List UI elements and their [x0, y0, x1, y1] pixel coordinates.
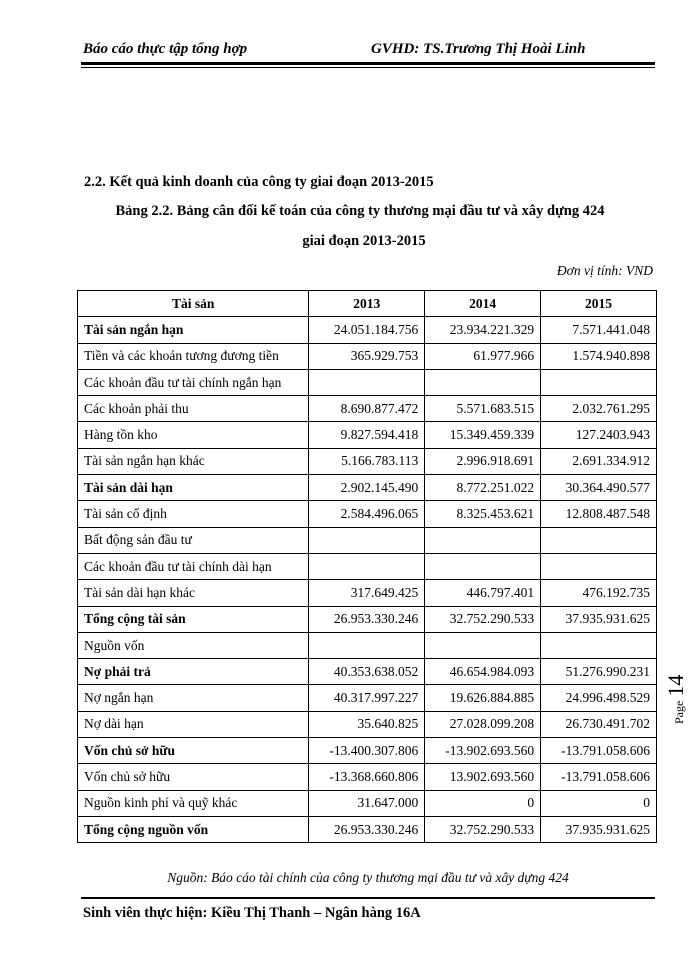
row-value-2015: 2.032.761.295	[541, 396, 657, 422]
row-value-2014: 46.654.984.093	[425, 659, 541, 685]
row-value-2015: 2.691.334.912	[541, 448, 657, 474]
row-value-2014: 446.797.401	[425, 580, 541, 606]
row-value-2013: 9.827.594.418	[309, 422, 425, 448]
row-label-cell: Tài sản dài hạn	[78, 475, 309, 501]
row-label-cell: Các khoản đầu tư tài chính ngắn hạn	[78, 369, 309, 395]
row-value-2013: 40.353.638.052	[309, 659, 425, 685]
row-value-2013	[309, 553, 425, 579]
section-heading: 2.2. Kết quả kinh doanh của công ty giai đoạn 2013-2015	[84, 174, 434, 190]
row-value-2013: 26.953.330.246	[309, 606, 425, 632]
row-value-2013: 365.929.753	[309, 343, 425, 369]
row-label-cell: Các khoản đầu tư tài chính dài hạn	[78, 553, 309, 579]
row-label-cell: Nguồn kinh phí và quỹ khác	[78, 790, 309, 816]
row-label-cell: Tổng cộng tài sản	[78, 606, 309, 632]
table-row	[78, 711, 657, 737]
row-label-cell: Tổng cộng nguồn vốn	[78, 816, 309, 842]
table-row	[78, 659, 657, 685]
row-value-2014: 5.571.683.515	[425, 396, 541, 422]
row-value-2015: 0	[541, 790, 657, 816]
row-value-2015: 476.192.735	[541, 580, 657, 606]
header-2013: 2013	[309, 291, 425, 317]
row-label-cell: Tiền và các khoản tương đương tiền	[78, 343, 309, 369]
row-label-cell: Nợ phải trả	[78, 659, 309, 685]
row-value-2015: -13.791.058.606	[541, 764, 657, 790]
row-value-2014: 19.626.884.885	[425, 685, 541, 711]
footer-rule	[81, 897, 655, 899]
row-value-2015: 37.935.931.625	[541, 816, 657, 842]
table-row	[78, 501, 657, 527]
table-row	[78, 738, 657, 764]
row-value-2013: -13.400.307.806	[309, 738, 425, 764]
page-word: Page	[672, 700, 686, 724]
footer-student: Sinh viên thực hiện: Kiều Thị Thanh – Ngân hàng 16A	[83, 905, 421, 921]
row-value-2013: 2.584.496.065	[309, 501, 425, 527]
row-value-2015: -13.791.058.606	[541, 738, 657, 764]
row-value-2015	[541, 527, 657, 553]
row-label-cell: Nợ dài hạn	[78, 711, 309, 737]
table-row	[78, 369, 657, 395]
table-row	[78, 685, 657, 711]
header-rule-thick	[81, 62, 655, 65]
row-value-2015: 24.996.498.529	[541, 685, 657, 711]
table-row	[78, 790, 657, 816]
row-value-2014: 0	[425, 790, 541, 816]
table-row	[78, 580, 657, 606]
table-body	[78, 317, 657, 843]
row-value-2014: 8.325.453.621	[425, 501, 541, 527]
row-label-cell: Hàng tồn kho	[78, 422, 309, 448]
row-value-2013: 31.647.000	[309, 790, 425, 816]
row-label-cell: Vốn chủ sở hữu	[78, 738, 309, 764]
row-label-cell: Bất động sản đầu tư	[78, 527, 309, 553]
row-value-2014: 61.977.966	[425, 343, 541, 369]
table-row	[78, 527, 657, 553]
row-value-2014: 13.902.693.560	[425, 764, 541, 790]
row-label-cell: Vốn chủ sở hữu	[78, 764, 309, 790]
row-value-2013: 26.953.330.246	[309, 816, 425, 842]
row-value-2015: 127.2403.943	[541, 422, 657, 448]
table-caption-line2: giai đoạn 2013-2015	[302, 233, 426, 249]
row-value-2014	[425, 632, 541, 658]
row-value-2014	[425, 527, 541, 553]
header-2014: 2014	[425, 291, 541, 317]
table-row	[78, 422, 657, 448]
table-row	[78, 816, 657, 842]
table-row	[78, 606, 657, 632]
row-value-2014: -13.902.693.560	[425, 738, 541, 764]
row-value-2013: 2.902.145.490	[309, 475, 425, 501]
source-note: Nguồn: Báo cáo tài chính của công ty thương mại đầu tư và xây dựng 424	[167, 870, 569, 885]
row-label-cell: Nợ ngắn hạn	[78, 685, 309, 711]
row-value-2015: 37.935.931.625	[541, 606, 657, 632]
header-report-title: Báo cáo thực tập tổng hợp	[83, 41, 248, 57]
row-value-2013: 5.166.783.113	[309, 448, 425, 474]
row-value-2014: 23.934.221.329	[425, 317, 541, 343]
row-value-2013: 8.690.877.472	[309, 396, 425, 422]
row-value-2014: 15.349.459.339	[425, 422, 541, 448]
row-value-2013: 35.640.825	[309, 711, 425, 737]
row-value-2015	[541, 369, 657, 395]
row-value-2015	[541, 553, 657, 579]
row-label-cell: Nguồn vốn	[78, 632, 309, 658]
row-value-2013	[309, 632, 425, 658]
header-assets: Tài sản	[78, 291, 309, 317]
table-row	[78, 343, 657, 369]
row-label-cell: Các khoản phải thu	[78, 396, 309, 422]
row-value-2015: 12.808.487.548	[541, 501, 657, 527]
row-value-2014: 8.772.251.022	[425, 475, 541, 501]
header-rule-thin	[81, 67, 655, 68]
row-value-2014: 32.752.290.533	[425, 606, 541, 632]
row-value-2015: 51.276.990.231	[541, 659, 657, 685]
row-value-2015: 7.571.441.048	[541, 317, 657, 343]
row-value-2013	[309, 527, 425, 553]
row-value-2013	[309, 369, 425, 395]
row-value-2014	[425, 553, 541, 579]
table-row	[78, 764, 657, 790]
row-value-2015: 26.730.491.702	[541, 711, 657, 737]
row-value-2014: 32.752.290.533	[425, 816, 541, 842]
header-supervisor: GVHD: TS.Trương Thị Hoài Linh	[371, 41, 586, 57]
page-number	[663, 664, 697, 724]
table-row	[78, 317, 657, 343]
table-row	[78, 396, 657, 422]
table-caption-line1: Bảng 2.2. Bảng cân đối kế toán của công ty thương mại đầu tư và xây dựng 424	[115, 203, 605, 219]
table-row	[78, 448, 657, 474]
row-value-2013: -13.368.660.806	[309, 764, 425, 790]
row-label-cell: Tài sản dài hạn khác	[78, 580, 309, 606]
page-header	[81, 41, 653, 61]
table-row	[78, 632, 657, 658]
table-row	[78, 475, 657, 501]
row-value-2014	[425, 369, 541, 395]
row-value-2014: 2.996.918.691	[425, 448, 541, 474]
unit-note: Đơn vị tính: VND	[556, 263, 653, 278]
row-value-2015	[541, 632, 657, 658]
table-row	[78, 553, 657, 579]
row-value-2015: 1.574.940.898	[541, 343, 657, 369]
row-value-2013: 24.051.184.756	[309, 317, 425, 343]
row-value-2014: 27.028.099.208	[425, 711, 541, 737]
row-label-cell: Tài sản cố định	[78, 501, 309, 527]
balance-sheet-table	[77, 290, 657, 843]
table-header-row	[78, 291, 657, 317]
row-value-2013: 40.317.997.227	[309, 685, 425, 711]
row-value-2013: 317.649.425	[309, 580, 425, 606]
header-2015: 2015	[541, 291, 657, 317]
page-number-value: 14	[663, 674, 688, 697]
row-value-2015: 30.364.490.577	[541, 475, 657, 501]
row-label-cell: Tài sản ngắn hạn khác	[78, 448, 309, 474]
row-label-cell: Tài sản ngắn hạn	[78, 317, 309, 343]
